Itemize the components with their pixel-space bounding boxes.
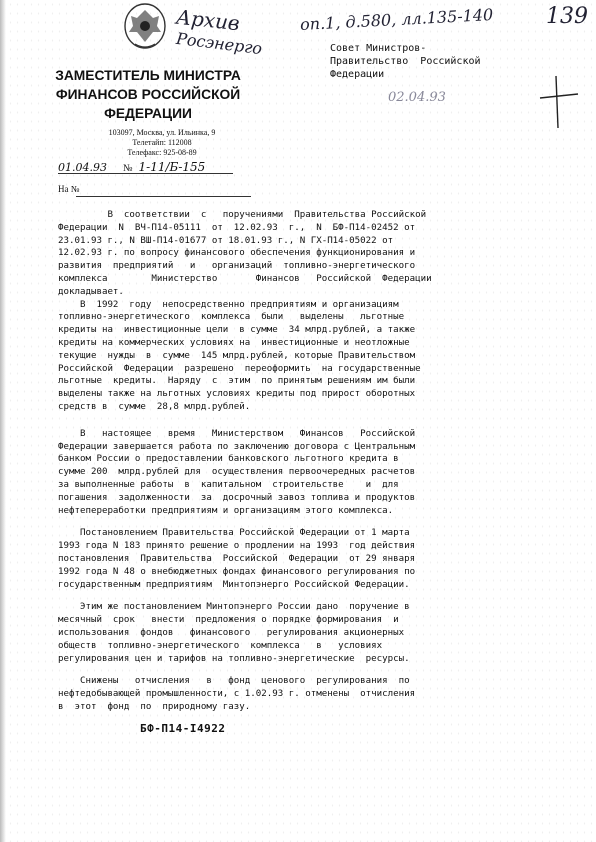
recipient-line-3: Федерации <box>330 69 385 80</box>
letterhead-teletype: Телетайп: 112008 <box>132 138 192 147</box>
text-line: в этот фонд по природному газу. <box>58 701 251 712</box>
paragraph-5 <box>58 601 528 665</box>
letter-body <box>58 209 528 714</box>
text-line: Снижены отчисления в фонд ценового регулирования по <box>58 676 410 687</box>
text-line: Российской Федерации разрешено переоформить на государственные <box>58 363 421 374</box>
handwritten-cross-mark <box>532 70 582 130</box>
text-line: В настоящее время Министерством Финансов Российской <box>58 428 416 439</box>
scan-edge <box>0 0 6 842</box>
reference-underline <box>58 173 233 174</box>
outgoing-reference <box>58 160 205 174</box>
document-code: БФ-П14-I4922 <box>140 722 226 735</box>
text-line: регулирования цен и тарифов на топливно-энергетические ресурсы. <box>58 653 410 664</box>
coat-of-arms-emblem <box>121 2 169 52</box>
text-line: 1992 года N 48 о внебюджетных фондах финансового регулирования по <box>58 566 416 577</box>
text-line: текущие нужды в сумме 145 млрд.рублей, которые Правительством <box>58 350 416 361</box>
handwritten-archive-note: Архив <box>174 4 241 36</box>
letterhead-title-line-2: ФИНАНСОВ РОССИЙСКОЙ <box>55 87 241 102</box>
letterhead-title-line-1: ЗАМЕСТИТЕЛЬ МИНИСТРА <box>55 68 241 83</box>
text-line: обществ топливно-энергетического комплекса в условиях <box>58 640 383 651</box>
text-line: погашения задолженности за досрочный завоз топлива и продуктов <box>58 492 416 503</box>
paragraph-gap <box>58 517 528 527</box>
letterhead-title-line-3: ФЕДЕРАЦИИ <box>104 106 192 121</box>
paragraph-4 <box>58 527 528 591</box>
text-line: В 1992 году непосредственно предприятиям и организациям <box>58 299 399 310</box>
letterhead-fax: Телефакс: 925-08-89 <box>127 148 197 157</box>
text-line: нефтедобывающей промышленности, с 1.02.93 г. отменены отчисления <box>58 689 416 700</box>
text-line: сумме 200 млрд.рублей для осуществления первоочередных расчетов <box>58 467 416 478</box>
text-line: месячный срок внести предложения о порядке формирования и <box>58 615 399 626</box>
reply-underline <box>76 196 251 197</box>
letterhead-contacts <box>82 128 242 158</box>
text-line: Постановлением Правительства Российской Федерации от 1 марта <box>58 528 410 539</box>
text-line: выделены также на льготных условиях кредиты под прирост оборотных <box>58 389 416 400</box>
paragraph-gap <box>58 591 528 601</box>
text-line: Федерации завершается работа по заключению договора с Центральным <box>58 441 416 452</box>
text-line: комплекса Министерство Финансов Российской Федерации <box>58 273 432 284</box>
reply-to-label: На № <box>58 184 80 194</box>
number-label: № <box>122 163 133 174</box>
recipient-line-2: Правительство Российской <box>330 56 481 67</box>
recipient-line-1: Совет Министров- <box>330 43 427 54</box>
text-line: банком России о предоставлении банковского льготного кредита в <box>58 454 399 465</box>
text-line: льготные кредиты. Наряду с этим по принятым решениям им были <box>58 376 416 387</box>
text-line: средств в сумме 28,8 млрд.рублей. <box>58 401 251 412</box>
paragraph-3 <box>58 428 528 518</box>
text-line: использования фондов финансового регулирования акционерных <box>58 627 405 638</box>
paragraph-gap <box>58 414 528 428</box>
text-line: Федерации N ВЧ-П14-05111 от 12.02.93 г., N БФ-П14-02452 от <box>58 222 416 233</box>
paragraph-gap <box>58 665 528 675</box>
text-line: топливно-энергетического комплекса были выделены льготные <box>58 312 405 323</box>
text-line: государственным предприятиям Минтопэнерго Российской Федерации. <box>58 579 410 590</box>
text-line: кредиты на инвестиционные цели в сумме 34 млрд.рублей, а также <box>58 325 416 336</box>
text-line: развития предприятий и организаций топливно-энергетического <box>58 261 416 272</box>
text-line: 12.02.93 г. по вопросу финансового обеспечения функционирования и <box>58 248 416 259</box>
text-line: нефтепереработки предприятиям и организациям этого комплекса. <box>58 505 394 516</box>
text-line: 1993 года N 183 принято решение о продлении на 1993 год действия <box>58 541 416 552</box>
text-line: за выполненные работы в капитальном строительстве и для <box>58 479 399 490</box>
text-line: кредиты на коммерческих условиях на инвестиционные и неотложные <box>58 337 410 348</box>
handwritten-archive-source: Росэнерго <box>175 28 264 59</box>
text-line: постановления Правительства Российской Федерации от 29 января <box>58 553 416 564</box>
outgoing-date: 01.04.93 <box>58 161 107 174</box>
letterhead-title <box>48 66 248 123</box>
handwritten-page-number: 139 <box>546 4 588 29</box>
recipient-block <box>330 42 530 81</box>
text-line: докладывает. <box>58 286 124 297</box>
paragraph-2 <box>58 299 528 414</box>
outgoing-number: 1-11/Б-155 <box>138 160 206 174</box>
paragraph-6 <box>58 675 528 713</box>
text-line: В соответствии с поручениями Правительства Российской <box>58 210 427 220</box>
reply-reference <box>58 184 79 194</box>
handwritten-file-reference: оп.1, д.580, лл.135-140 <box>299 4 494 35</box>
paragraph-1 <box>58 209 528 299</box>
letterhead-address: 103097, Москва, ул. Ильинка, 9 <box>108 128 216 137</box>
text-line: 23.01.93 г., N ВШ-П14-01677 от 18.01.93 г., N ГХ-П14-05022 от <box>58 235 394 246</box>
text-line: Этим же постановлением Минтопэнерго России дано поручение в <box>58 602 410 613</box>
handwritten-received-date: 02.04.93 <box>388 90 446 105</box>
